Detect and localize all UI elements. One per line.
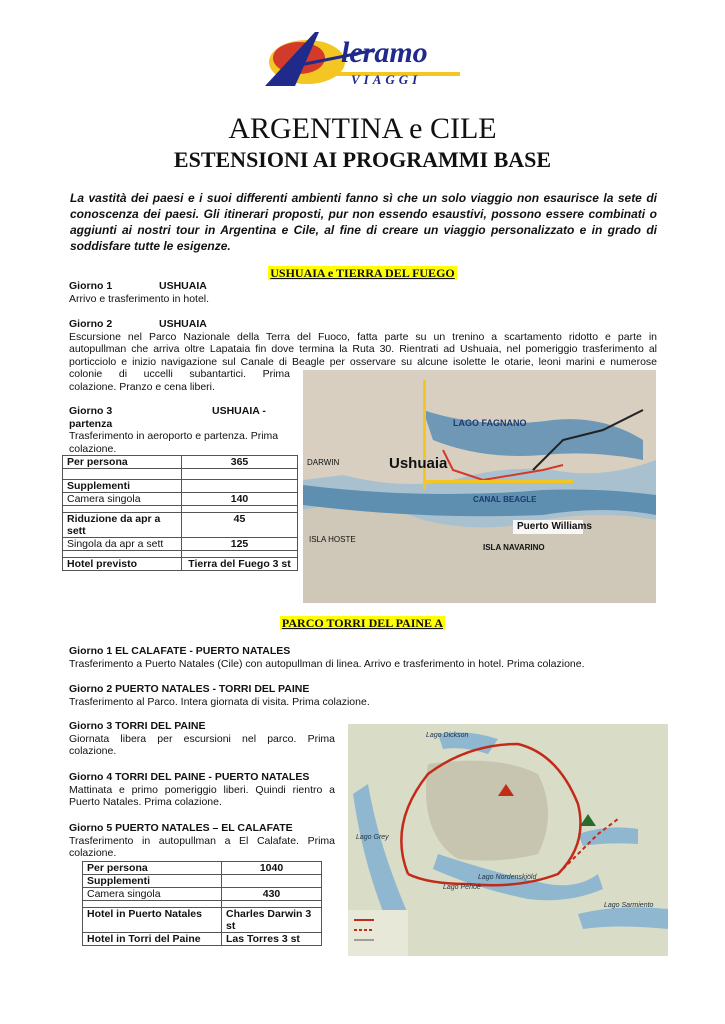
table-row: [63, 506, 298, 513]
map1-hoste: ISLA HOSTE: [309, 535, 356, 544]
s1-day3-place: USHUAIA - partenza: [69, 405, 266, 430]
s1-day3-text1: Trasferimento in aeroporto e partenza. Prima: [69, 430, 279, 442]
table-row: [63, 513, 298, 538]
section2-heading: PARCO TORRI DEL PAINE A: [281, 616, 444, 630]
s1-supplementi: Supplementi: [63, 480, 182, 493]
s1-day2-line1: Escursione nel Parco Nazionale della Terra del Fuoco, fatta parte su un trenino a scartamento ridotto e parte in: [69, 330, 657, 343]
map1-darwin: DARWIN: [307, 458, 340, 467]
s2-day3-text2: colazione.: [69, 745, 117, 757]
s1-day1: [69, 280, 209, 305]
s1-per-persona-val: 365: [182, 456, 298, 469]
s2-day2: [69, 683, 657, 708]
s1-day2-label: Giorno 2: [69, 318, 113, 330]
table-row: [83, 933, 322, 946]
s1-singola: Camera singola: [63, 493, 182, 506]
s1-hotel-val: Tierra del Fuego 3 st: [182, 558, 298, 571]
map2-nordenskjold: Lago Nordenskjöld: [478, 874, 537, 881]
s1-day1-text: Arrivo e trasferimento in hotel.: [69, 292, 210, 305]
s2-day4-text2: Puerto Natales. Prima colazione.: [69, 796, 222, 808]
s2-supplementi: Supplementi: [83, 875, 222, 888]
map1-fagnano: LAGO FAGNANO: [453, 418, 527, 428]
s2-day1-text: Trasferimento a Puerto Natales (Cile) con autopullman di linea. Arrivo e trasferimento in hotel. Prima colazione.: [69, 657, 585, 670]
s2-day2-text: Trasferimento al Parco. Intera giornata di visita. Prima colazione.: [69, 695, 370, 708]
s1-day3-text2: colazione.: [69, 442, 117, 455]
table-row: [63, 469, 298, 480]
s1-day2-line3: porticciolo e inizio navigazione sul Canale di Beagle per osservare su alcune isolette le otarie, leoni marini e numerose: [69, 355, 657, 368]
paine-map-graphic: [348, 724, 668, 956]
s2-day2-head: Giorno 2 PUERTO NATALES - TORRI DEL PAINE: [69, 683, 310, 695]
s1-singola-apr: Singola da apr a sett: [63, 538, 182, 551]
s1-day1-place: USHUAIA: [159, 280, 207, 292]
s2-hotel2: Hotel in Torri del Paine: [83, 933, 222, 946]
map1-puerto-williams: Puerto Williams: [517, 521, 592, 532]
ushuaia-map: [303, 370, 656, 603]
table-row: [83, 875, 322, 888]
table-row: [83, 901, 322, 908]
s2-day3: [69, 720, 335, 758]
s1-day3: [69, 405, 294, 455]
s2-day5-text1: Trasferimento in autopullman a El Calafate. Prima: [69, 834, 335, 847]
s1-price-table: [62, 455, 298, 571]
s1-singola-val: 140: [182, 493, 298, 506]
s2-price-table: [82, 861, 322, 946]
s2-hotel2-val: Las Torres 3 st: [222, 933, 322, 946]
logo-word: leramo: [341, 36, 428, 69]
s2-singola-val: 430: [222, 888, 322, 901]
s2-day5-head: Giorno 5 PUERTO NATALES – EL CALAFATE: [69, 822, 293, 834]
s2-day3-head: Giorno 3 TORRI DEL PAINE: [69, 720, 206, 732]
map2-pehoe: Lago Pehoé: [443, 884, 481, 891]
s1-hotel: Hotel previsto: [63, 558, 182, 571]
s2-hotel1-val: Charles Darwin 3 st: [222, 908, 322, 933]
table-row: [63, 493, 298, 506]
table-row: [83, 888, 322, 901]
s2-hotel1: Hotel in Puerto Natales: [83, 908, 222, 933]
s2-day1: [69, 645, 657, 670]
s1-day2-line4: colonie di uccelli subantartici. Prima: [69, 368, 290, 380]
table-row: [63, 456, 298, 469]
map1-navarino: ISLA NAVARINO: [483, 543, 545, 552]
paine-map: [348, 724, 668, 956]
s2-day1-head: Giorno 1 EL CALAFATE - PUERTO NATALES: [69, 645, 291, 657]
ushuaia-map-graphic: [303, 370, 656, 603]
map2-sarmiento: Lago Sarmiento: [604, 902, 654, 909]
map2-dickson: Lago Dickson: [426, 732, 469, 739]
table-row: [63, 538, 298, 551]
s2-day3-text1: Giornata libera per escursioni nel parco. Prima: [69, 732, 335, 745]
aleramo-logo: [255, 28, 465, 94]
s2-day5: [69, 822, 335, 860]
intro-paragraph: La vastità dei paesi e i suoi differenti ambienti fanno sì che un solo viaggio non esaurisce la sete di conoscenza dei paesi. Gli itinerari proposti, pur non essendo esaustivi, possono essere combinati o aggiunti ai nostri tour in Argentina e Cile, al fine di creare un viaggio personalizzato e in grado di soddisfare tutte le esigenze.: [70, 191, 657, 253]
map2-grey: Lago Grey: [356, 834, 389, 841]
table-row: [63, 551, 298, 558]
s2-day4: [69, 771, 335, 809]
table-row: [63, 558, 298, 571]
s2-singola: Camera singola: [83, 888, 222, 901]
s1-day2-place: USHUAIA: [159, 318, 207, 330]
s2-per-persona: Per persona: [83, 862, 222, 875]
s1-riduzione: Riduzione da apr a sett: [63, 513, 182, 538]
s1-riduzione-val: 45: [182, 513, 298, 538]
s1-day2-line5: colazione. Pranzo e cena liberi.: [69, 380, 215, 393]
s1-singola-apr-val: 125: [182, 538, 298, 551]
s2-per-persona-val: 1040: [222, 862, 322, 875]
s2-day5-text2: colazione.: [69, 847, 117, 859]
s1-day1-label: Giorno 1: [69, 280, 113, 292]
logo-subword: VIAGGI: [351, 72, 422, 87]
section1-heading: USHUAIA e TIERRA DEL FUEGO: [270, 266, 455, 280]
table-row: [63, 480, 298, 493]
table-row: [83, 908, 322, 933]
s2-day4-head: Giorno 4 TORRI DEL PAINE - PUERTO NATALES: [69, 771, 310, 783]
s2-day4-text1: Mattinata e primo pomeriggio liberi. Quindi rientro a: [69, 783, 335, 796]
page-subtitle: ESTENSIONI AI PROGRAMMI BASE: [173, 147, 552, 172]
section2-heading-wrap: [0, 614, 725, 632]
s1-day3-label: Giorno 3: [69, 405, 113, 417]
s1-day2-line2: autopullman che arriva oltre Lapataia fin dove termina la Ruta 30. Rientrati ad Ushuaia, nel pomeriggio trasferimento al: [69, 343, 657, 355]
s1-per-persona: Per persona: [63, 456, 182, 469]
map1-beagle: CANAL BEAGLE: [473, 495, 537, 504]
page-title: ARGENTINA e CILE: [228, 112, 497, 145]
map1-ushuaia: Ushuaia: [389, 455, 448, 472]
table-row: [83, 862, 322, 875]
